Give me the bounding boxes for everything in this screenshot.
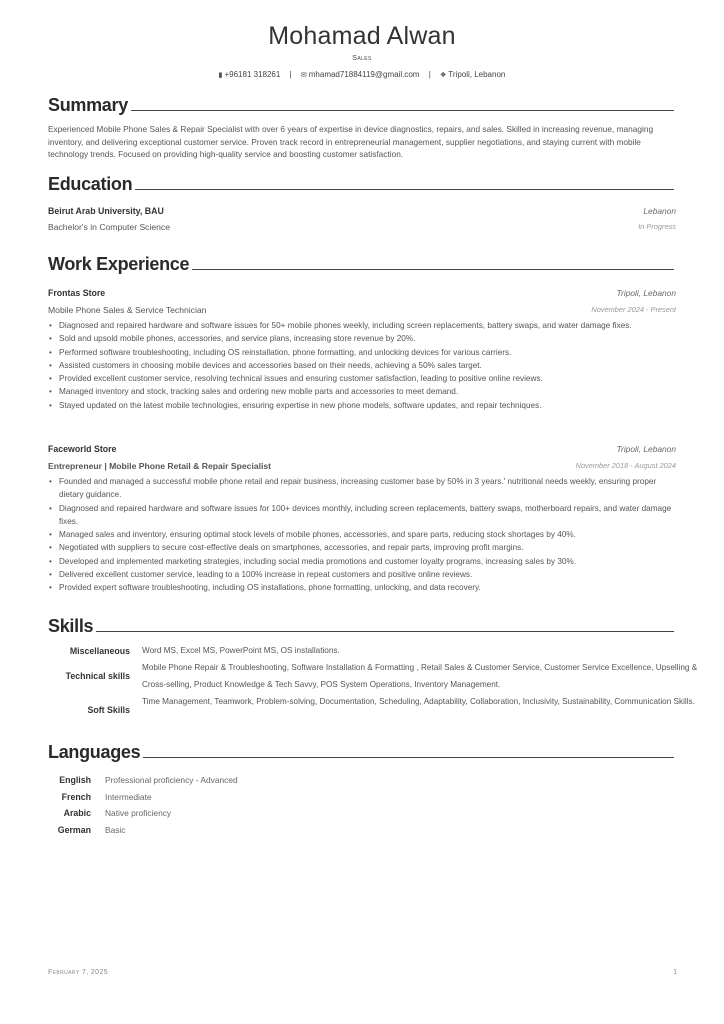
skill-label: Technical skills [65, 671, 130, 681]
skill-label: Miscellaneous [69, 646, 130, 656]
map-pin-icon: ❖ [440, 72, 447, 79]
list-item: • Founded and managed a successful mobile phone retail and repair business, increasing customer base by 50% in 3 years.' nutritional needs weekly, ensuring proper dietary guidance. [48, 475, 680, 502]
summary-text: Experienced Mobile Phone Sales & Repair Specialist with over 6 years of expertise in device diagnostics, repairs, and sales. Skilled in increasing revenue, managing inventory, and delivering exceptional customer service. Proven track record in entrepreneurial management, supplier negotiations, and staying current with mobile technology trends. Focused on providing high-quality service and boosting customer satisfaction. [48, 124, 654, 160]
skill-value: Time Management, Teamwork, Problem-solving, Documentation, Scheduling, Adaptability, Collaboration, Inclusivity, Sustainability, Communication Skills. [142, 697, 695, 706]
list-item: • Developed and implemented marketing strategies, including social media promotions and customer loyalty programs, increasing sales by 30%. [48, 555, 680, 568]
language-name: English [59, 775, 91, 785]
company-name: Frontas Store [48, 288, 106, 298]
school-name: Beirut Arab University, BAU [48, 206, 164, 216]
section-education [48, 174, 674, 194]
skill-label: Soft Skills [87, 705, 130, 715]
section-rule [135, 189, 674, 190]
job-bullet-list [48, 475, 680, 595]
section-rule [96, 631, 674, 632]
list-item: • Diagnosed and repaired hardware and software issues for 100+ devices monthly, including screen replacements, battery swaps, motherboard repairs, and water damage fixes. [48, 502, 680, 529]
job-title: Mobile Phone Sales & Service Technician [48, 305, 207, 315]
section-heading: Work Experience [48, 254, 190, 274]
language-row [48, 822, 448, 839]
job-location: Tripoli, Lebanon [616, 444, 676, 454]
list-item: • Assisted customers in choosing mobile devices and accessories based on their needs, achieving a 50% sales target. [48, 359, 680, 372]
skill-value: Mobile Phone Repair & Troubleshooting, Software Installation & Formatting , Retail Sales & Customer Service, Customer Service Excellence, Upselling & Cross-selling, Product Knowledge & Tech Savvy, POS System Operations, Inventory Management. [142, 663, 698, 689]
section-heading: Skills [48, 616, 94, 636]
language-level: Native proficiency [105, 808, 172, 818]
section-skills [48, 616, 674, 636]
section-summary [48, 95, 674, 115]
list-item: • Provided excellent customer service, resolving technical issues and ensuring customer satisfaction, leading to positive online reviews. [48, 372, 680, 385]
list-item: • Managed inventory and stock, tracking sales and ordering new mobile parts and accessories to meet demand. [48, 385, 680, 398]
section-heading: Languages [48, 742, 141, 762]
language-level: Professional proficiency - Advanced [105, 775, 238, 785]
section-rule [192, 269, 674, 270]
language-level: Intermediate [105, 792, 152, 802]
job-subheader [48, 303, 676, 317]
page-number: 1 [673, 969, 677, 976]
list-item: • Diagnosed and repaired hardware and software issues for 50+ mobile phones weekly, including screen replacements, battery swaps, and water damage fixes. [48, 319, 680, 332]
section-rule [131, 110, 674, 111]
separator: | [428, 70, 431, 79]
candidate-role: Sales [352, 55, 372, 62]
language-row [48, 805, 448, 822]
list-item: • Performed software troubleshooting, including OS reinstallation, phone formatting, and unlocking devices for various carriers. [48, 346, 680, 359]
school-location: Lebanon [643, 206, 676, 216]
job-location: Tripoli, Lebanon [616, 288, 676, 298]
education-row [48, 220, 676, 234]
phone-icon: ▮ [218, 72, 223, 79]
section-heading: Summary [48, 95, 128, 115]
list-item: • Stayed updated on the latest mobile technologies, ensuring expertise in new phone models, software updates, and repair techniques. [48, 399, 680, 412]
phone-number: +96181 318261 [224, 70, 281, 79]
job-header [48, 442, 676, 456]
email-link[interactable]: mhamad71884119@gmail.com [308, 70, 420, 79]
language-name: German [57, 825, 91, 835]
job-subheader [48, 459, 676, 473]
separator: | [289, 70, 292, 79]
job-title: Entrepreneur | Mobile Phone Retail & Repair Specialist [48, 461, 272, 471]
contact-line [0, 70, 724, 79]
list-item: • Negotiated with suppliers to secure cost-effective deals on smartphones, accessories, and repair parts, improving profit margins. [48, 541, 680, 554]
footer-date: February 7, 2025 [48, 969, 109, 976]
section-languages [48, 742, 674, 762]
education-row [48, 204, 676, 218]
section-work-experience [48, 254, 674, 274]
job-dates: November 2018 - August 2024 [575, 461, 676, 470]
skill-row [48, 643, 698, 660]
skill-row [48, 694, 698, 728]
list-item: • Managed sales and inventory, ensuring optimal stock levels of mobile phones, accessories, and spare parts, reducing stock shortages by 40%. [48, 528, 680, 541]
section-rule [143, 757, 674, 758]
candidate-name: Mohamad Alwan [268, 22, 456, 50]
list-item: • Delivered excellent customer service, leading to a 100% increase in repeat customers and positive online reviews. [48, 568, 680, 581]
skill-row [48, 660, 698, 694]
list-item: • Sold and upsold mobile phones, accessories, and service plans, increasing store revenue by 20%. [48, 332, 680, 345]
job-dates: November 2024 - Present [591, 305, 676, 314]
section-heading: Education [48, 174, 133, 194]
job-bullet-list [48, 319, 680, 412]
degree-name: Bachelor's in Computer Science [48, 222, 171, 232]
language-name: Arabic [63, 808, 91, 818]
language-name: French [61, 792, 91, 802]
skill-value: Word MS, Excel MS, PowerPoint MS, OS installations. [142, 646, 340, 655]
location-text: Tripoli, Lebanon [448, 70, 506, 79]
degree-status: In Progress [638, 222, 676, 231]
language-level: Basic [105, 825, 126, 835]
language-row [48, 772, 448, 789]
envelope-icon: ✉ [300, 72, 307, 79]
list-item: • Provided expert software troubleshooting, including OS installations, phone formatting, unlocking, and data recovery. [48, 581, 680, 594]
company-name: Faceworld Store [48, 444, 117, 454]
language-row [48, 789, 448, 806]
job-header [48, 286, 676, 300]
